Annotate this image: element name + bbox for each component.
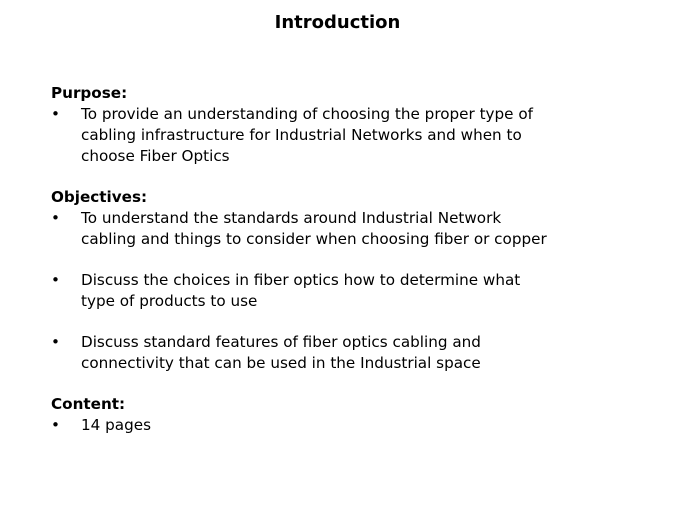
bullet-icon: • (51, 333, 60, 351)
bullet-icon: • (51, 416, 60, 434)
bullet-line: Discuss standard features of fiber optics cabling and (81, 333, 481, 351)
bullet-icon: • (51, 105, 60, 123)
section-heading: Objectives: (51, 188, 148, 206)
section-content (51, 394, 651, 436)
bullet-line: choose Fiber Optics (81, 147, 230, 165)
bullet-item (51, 270, 651, 312)
bullet-line: cabling and things to consider when choosing fiber or copper (81, 230, 547, 248)
bullet-line: To provide an understanding of choosing the proper type of (81, 105, 533, 123)
bullet-list (51, 104, 651, 167)
bullet-item (51, 104, 651, 167)
bullet-icon: • (51, 209, 60, 227)
bullet-item (51, 415, 651, 436)
bullet-line: Discuss the choices in fiber optics how to determine what (81, 271, 521, 289)
section-heading: Purpose: (51, 84, 128, 102)
bullet-line: cabling infrastructure for Industrial Networks and when to (81, 126, 522, 144)
slide-title: Introduction (274, 12, 401, 33)
bullet-line: connectivity that can be used in the Industrial space (81, 354, 481, 372)
slide-content (51, 83, 651, 436)
bullet-line: type of products to use (81, 292, 258, 310)
bullet-line: 14 pages (81, 416, 151, 434)
section-purpose (51, 83, 651, 167)
section-objectives (51, 187, 651, 374)
section-heading: Content: (51, 395, 126, 413)
bullet-list (51, 415, 651, 436)
bullet-list (51, 208, 651, 374)
bullet-line: To understand the standards around Industrial Network (81, 209, 502, 227)
bullet-item (51, 332, 651, 374)
bullet-item (51, 208, 651, 250)
bullet-icon: • (51, 271, 60, 289)
